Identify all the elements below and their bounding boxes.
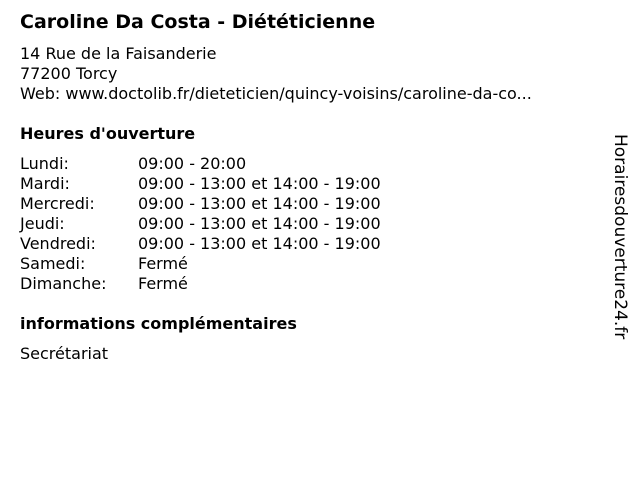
page-title: Caroline Da Costa - Diététicienne [20, 11, 376, 33]
time-value: 09:00 - 13:00 et 14:00 - 19:00 [138, 174, 381, 193]
hours-row-dimanche [20, 274, 381, 294]
hours-row-mardi [20, 174, 381, 194]
day-label: Jeudi: [20, 214, 65, 233]
day-label: Vendredi: [20, 234, 96, 253]
hours-row-vendredi [20, 234, 381, 254]
address-street: 14 Rue de la Faisanderie [20, 44, 217, 63]
time-value: 09:00 - 13:00 et 14:00 - 19:00 [138, 234, 381, 253]
day-label: Samedi: [20, 254, 86, 273]
address-block [20, 44, 532, 104]
hours-row-mercredi [20, 194, 381, 214]
watermark-text: Horairesdouverture24.fr [610, 134, 630, 340]
additional-info-text: Secrétariat [20, 344, 109, 363]
address-city: 77200 Torcy [20, 64, 118, 83]
hours-row-samedi [20, 254, 381, 274]
time-value: 09:00 - 13:00 et 14:00 - 19:00 [138, 214, 381, 233]
time-value: Fermé [138, 274, 188, 293]
time-value: 09:00 - 13:00 et 14:00 - 19:00 [138, 194, 381, 213]
hours-row-lundi [20, 154, 381, 174]
website-text: Web: www.doctolib.fr/dieteticien/quincy-voisins/caroline-da-co... [20, 84, 532, 103]
hours-row-jeudi [20, 214, 381, 234]
day-label: Dimanche: [20, 274, 107, 293]
site-watermark [610, 134, 630, 344]
day-label: Mercredi: [20, 194, 95, 213]
time-value: Fermé [138, 254, 188, 273]
opening-hours-table [20, 154, 381, 294]
additional-info-heading: informations complémentaires [20, 314, 297, 333]
day-label: Mardi: [20, 174, 70, 193]
day-label: Lundi: [20, 154, 69, 173]
time-value: 09:00 - 20:00 [138, 154, 247, 173]
opening-hours-heading: Heures d'ouverture [20, 124, 196, 143]
